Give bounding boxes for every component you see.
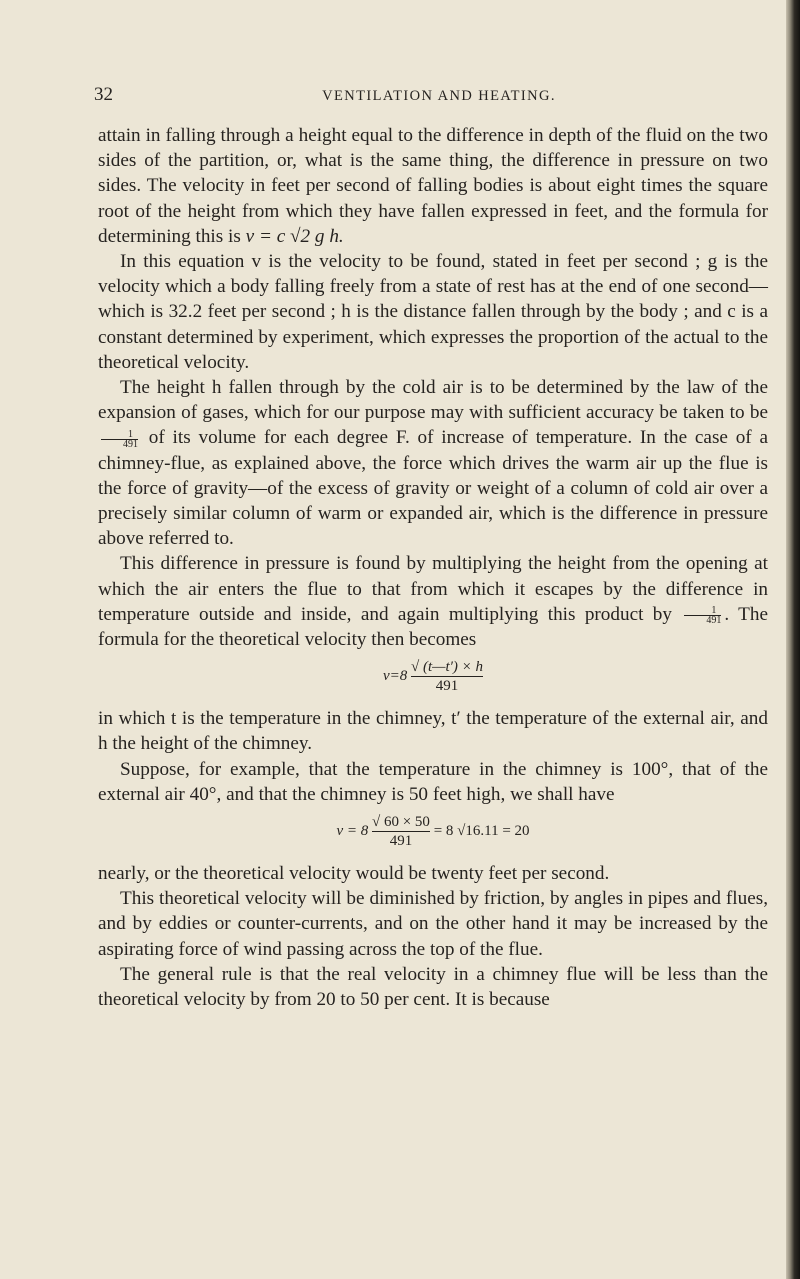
paragraph-3-text-b: of its volume for each degree F. of increase of temperature. In the case of a chimney-flue, as explained above, the force which drives the warm air up the flue is the force of gravity—of the excess of gravity or weight of a column of cold air over a precisely similar column of warm or expanded air, which is the difference in pressure above referred to. — [98, 427, 768, 550]
formula-1-numerator: √ (t—t′) × h — [410, 659, 484, 676]
formula-2-fraction — [372, 813, 430, 850]
inline-formula-velocity: v = c √2 g h. — [245, 225, 344, 247]
paragraph-4-text-b: . The formula for the theoretical velocity then becomes — [98, 603, 769, 651]
formula-1-lhs: v=8 — [382, 668, 408, 685]
fraction-numerator: 1 — [684, 606, 721, 616]
page-edge-shadow — [786, 0, 800, 1279]
formula-2-denominator: 491 — [389, 833, 413, 850]
paragraph-3-text-a: The height h fallen through by the cold air is to be determined by the law of the expansion of gases, which for our purpose may with sufficient accuracy be taken to be — [98, 377, 768, 424]
paragraph-5: in which t is the temperature in the chimney, t′ the temperature of the external air, and h the height of the chimney. — [98, 708, 768, 755]
running-head: VENTILATION AND HEATING. — [322, 88, 556, 104]
paragraph-3 — [98, 375, 768, 551]
paragraph-9: The general rule is that the real velocity in a chimney flue will be less than the theoretical velocity by from 20 to 50 per cent. It is because — [98, 963, 768, 1011]
formula-1-fraction — [411, 658, 483, 695]
formula-2-numerator: √ 60 × 50 — [371, 814, 430, 831]
paragraph-6: Suppose, for example, that the temperature in the chimney is 100°, that of the external air 40°, and that the chimney is 50 feet high, we shall have — [98, 758, 768, 805]
paragraph-2: In this equation v is the velocity to be found, stated in feet per second ; g is the velocity which a body falling freely from a state of rest has at the end of one second—which is 32.2 feet per second ; h is the distance fallen through by the body ; and c is a constant determined by experiment, which expresses the proportion of the actual to the theoretical velocity. — [98, 251, 768, 373]
paragraph-7: nearly, or the theoretical velocity would be twenty feet per second. — [98, 863, 610, 885]
fraction-numerator: 1 — [101, 430, 138, 440]
fraction-denominator: 491 — [706, 614, 722, 626]
page-header — [94, 84, 784, 114]
paragraph-4-text-a: This difference in pressure is found by multiplying the height from the opening at which the air enters the flue to that from which it escapes by the difference in temperature outside and inside, and again multiplying this product by — [98, 553, 768, 625]
paragraph-1-text: attain in falling through a height equal to the difference in depth of the fluid on the two sides of the partition, or, what is the same thing, the difference in pressure on two sides. The velocity in feet per second of falling bodies is about eight times the square root of the height from which they have fallen expressed in feet, and the formula for determining this is — [98, 125, 768, 247]
page-number: 32 — [94, 84, 113, 105]
fraction-expansion — [101, 430, 138, 449]
fraction-denominator: 491 — [123, 438, 138, 450]
paragraph-1 — [98, 123, 768, 249]
formula-1-denominator: 491 — [435, 678, 459, 695]
fraction-multiplier — [684, 606, 721, 625]
paragraph-4 — [98, 551, 768, 652]
formula-example — [98, 813, 768, 857]
paragraph-8: This theoretical velocity will be diminished by friction, by angles in pipes and flues, and by eddies or counter-currents, and on the other hand it may be increased by the aspirating force of wind passing across the top of the flue. — [98, 888, 768, 960]
formula-theoretical-velocity — [98, 658, 768, 702]
formula-2-rhs: = 8 √16.11 = 20 — [433, 823, 530, 840]
formula-2-lhs: v = 8 — [336, 823, 369, 840]
body-text — [98, 123, 768, 1012]
